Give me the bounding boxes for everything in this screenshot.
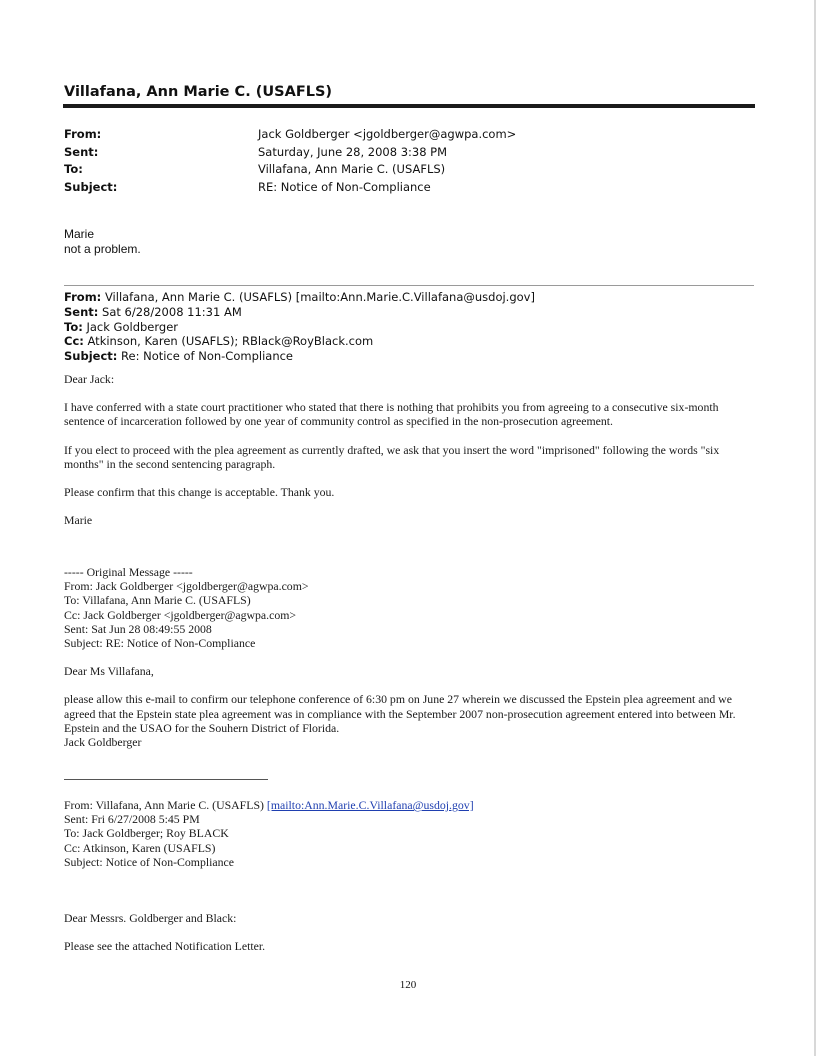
fwd-to-label: To:: [64, 319, 83, 334]
msg1-para-1: I have conferred with a state court practitioner who stated that there is nothing that prohibits you from agreeing to a consecutive six-month sentence of incarceration followed by one year of community control as specified in the non-prosecution agreement.: [64, 400, 719, 429]
signature-rule: [64, 779, 268, 780]
first-message: [64, 798, 754, 953]
title-rule: [63, 104, 755, 108]
original-greeting: Dear Ms Villafana,: [64, 664, 154, 679]
original-body: please allow this e-mail to confirm our telephone conference of 6:30 pm on June 27 wherein we discussed the Epstein plea agreement and we agreed that the Epstein state plea agreement was in compliance with the September 2007 non-prosecution agreement entered into between Mr. Epstein and the USAO for the Souhern District of Florida.: [64, 692, 736, 735]
msg1-para-2: If you elect to proceed with the plea agreement as currently drafted, we ask that you insert the word "imprisoned" following the words "six months" in the second sentencing paragraph.: [64, 442, 720, 471]
sent-value: Saturday, June 28, 2008 3:38 PM: [258, 144, 448, 159]
fwd-from-value: Villafana, Ann Marie C. (USAFLS) [mailto:Ann.Marie.C.Villafana@usdoj.gov]: [104, 290, 535, 304]
header-from-row: [64, 126, 744, 144]
original-message: [64, 565, 754, 749]
first-from-prefix: From: Villafana, Ann Marie C. (USAFLS): [64, 798, 267, 812]
to-label: To:: [64, 162, 83, 176]
first-from-row: [64, 798, 754, 812]
to-value: Villafana, Ann Marie C. (USAFLS): [258, 162, 446, 176]
first-subject: Subject: Notice of Non-Compliance: [64, 854, 235, 869]
original-subject: Subject: RE: Notice of Non-Compliance: [64, 636, 256, 651]
fwd-to-value: Jack Goldberger: [86, 319, 179, 334]
subject-label: Subject:: [64, 179, 118, 194]
fwd-sent-value: Sat 6/28/2008 11:31 AM: [102, 304, 242, 319]
original-to: To: Villafana, Ann Marie C. (USAFLS): [64, 593, 251, 608]
message-separator: [64, 285, 754, 286]
fwd-subject-value: Re: Notice of Non-Compliance: [121, 349, 293, 364]
reply-body: [64, 227, 141, 257]
first-cc: Cc: Atkinson, Karen (USAFLS): [64, 840, 216, 855]
reply-line-1: Marie: [64, 227, 95, 241]
msg1-para-3: Please confirm that this change is acceptable. Thank you.: [64, 485, 335, 500]
fwd-from-row: [64, 290, 754, 305]
fwd-cc-row: [64, 334, 754, 349]
fwd-sent-row: [64, 305, 754, 320]
mailbox-owner-title: Villafana, Ann Marie C. (USAFLS): [64, 84, 333, 100]
original-cc: Cc: Jack Goldberger <jgoldberger@agwpa.com>: [64, 607, 297, 622]
message-1-body: [64, 372, 754, 527]
fwd-to-row: [64, 320, 754, 335]
subject-value: RE: Notice of Non-Compliance: [258, 179, 431, 194]
mailto-link[interactable]: [mailto:Ann.Marie.C.Villafana@usdoj.gov]: [266, 798, 474, 812]
fwd-cc-label: Cc:: [64, 334, 84, 349]
fwd-subject-label: Subject:: [64, 349, 118, 364]
fwd-from-label: From:: [64, 290, 102, 304]
original-from: From: Jack Goldberger <jgoldberger@agwpa.com>: [64, 579, 309, 594]
first-greeting: Dear Messrs. Goldberger and Black:: [64, 911, 237, 926]
page-number: 120: [399, 979, 417, 991]
msg1-greeting: Dear Jack:: [64, 372, 115, 386]
first-body: Please see the attached Notification Letter.: [64, 939, 266, 954]
header-subject-row: [64, 179, 744, 197]
from-label: From:: [64, 127, 102, 141]
forwarded-header: [64, 290, 754, 364]
from-value: Jack Goldberger <jgoldberger@agwpa.com>: [258, 127, 517, 141]
header-sent-row: [64, 144, 744, 162]
first-to: To: Jack Goldberger; Roy BLACK: [64, 826, 229, 841]
msg1-signoff: Marie: [64, 513, 93, 528]
fwd-subject-row: [64, 349, 754, 364]
fwd-cc-value: Atkinson, Karen (USAFLS); RBlack@RoyBlack.com: [87, 334, 374, 349]
email-header: [64, 126, 744, 196]
sent-label: Sent:: [64, 144, 99, 159]
reply-line-2: not a problem.: [64, 242, 141, 256]
first-sent: Sent: Fri 6/27/2008 5:45 PM: [64, 812, 200, 827]
original-divider: ----- Original Message -----: [64, 565, 193, 579]
fwd-sent-label: Sent:: [64, 304, 99, 319]
original-signature: Jack Goldberger: [64, 735, 142, 750]
header-to-row: [64, 161, 744, 179]
original-sent: Sent: Sat Jun 28 08:49:55 2008: [64, 621, 212, 636]
